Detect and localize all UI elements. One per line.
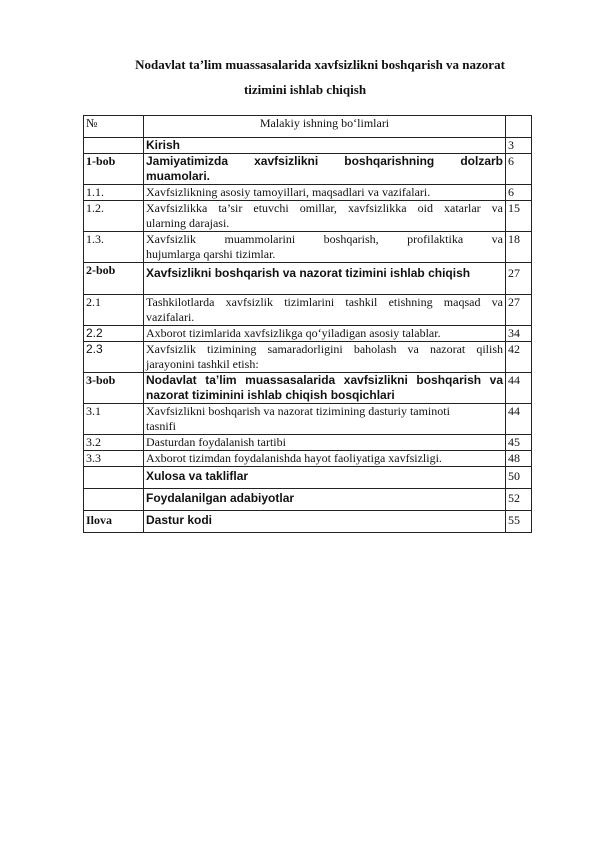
row-title-line-2: hujumlarga qarshi tizimlar.: [146, 247, 276, 261]
table-row: [84, 154, 532, 185]
row-title: Axborot tizimlarida xavfsizlikga qo‘yiladigan asosiy talablar.: [144, 326, 506, 342]
table-row: [84, 138, 532, 154]
row-num: 1-bob: [84, 154, 144, 185]
table-row: [84, 373, 532, 404]
row-page: 6: [506, 154, 532, 185]
title-line-2: tizimini ishlab chiqish: [243, 82, 367, 97]
table-row: [84, 201, 532, 232]
row-title-line-1: Nodavlat ta’lim muassasalarida xavfsizlikni boshqarish va: [146, 373, 503, 387]
row-title: Foydalanilgan adabiyotlar: [144, 489, 506, 511]
row-title: [144, 154, 506, 185]
row-num: 3.2: [84, 435, 144, 451]
row-num: [84, 467, 144, 489]
row-title-line-1: Xavfsizlikka ta’sir etuvchi omillar, xavfsizlikka oid xatarlar va: [146, 201, 503, 215]
header-heading: Malakiy ishning bo‘limlari: [144, 116, 506, 138]
row-page: 55: [506, 511, 532, 533]
row-num: [84, 138, 144, 154]
title-line-1: Nodavlat ta’lim muassasalarida xavfsizlikni boshqarish va nazorat: [135, 57, 505, 72]
table-row: [84, 326, 532, 342]
row-num: 2.3: [84, 342, 144, 373]
row-page: 45: [506, 435, 532, 451]
document-title: [60, 52, 550, 102]
row-page: 50: [506, 467, 532, 489]
row-page: 3: [506, 138, 532, 154]
table-row: [84, 263, 532, 295]
row-title: Kirish: [144, 138, 506, 154]
row-page: 34: [506, 326, 532, 342]
row-title-line-1: Xavfsizlikni boshqarish va nazorat tizimining dasturiy taminoti: [146, 404, 450, 418]
row-page: 44: [506, 373, 532, 404]
row-title-line-2: nazorat tiziminini ishlab chiqish bosqichlari: [146, 388, 395, 402]
row-page: 18: [506, 232, 532, 263]
table-of-contents: [83, 115, 532, 533]
header-num: №: [84, 116, 144, 138]
row-title-line-1: Tashkilotlarda xavfsizlik tizimlarini tashkil etishning maqsad va: [146, 295, 503, 309]
row-num: [84, 489, 144, 511]
header-page: [506, 116, 532, 138]
row-title: Xulosa va takliflar: [144, 467, 506, 489]
row-title-line-2: jarayonini tashkil etish:: [146, 357, 259, 371]
row-title: [144, 232, 506, 263]
row-num: 1.2.: [84, 201, 144, 232]
row-title-line-2: muamolari.: [146, 169, 211, 183]
row-page: 6: [506, 185, 532, 201]
table-row: [84, 295, 532, 326]
table-row: [84, 435, 532, 451]
row-page: 42: [506, 342, 532, 373]
row-title: [144, 295, 506, 326]
table-row: [84, 404, 532, 435]
row-title-line-2: tasnifi: [146, 419, 176, 433]
table-row: [84, 451, 532, 467]
row-page: 27: [506, 263, 532, 295]
table-row: [84, 489, 532, 511]
row-title: Dasturdan foydalanish tartibi: [144, 435, 506, 451]
row-title-line-1: Jamiyatimizda xavfsizlikni boshqarishning dolzarb: [146, 154, 503, 168]
table-row: [84, 342, 532, 373]
row-page: 27: [506, 295, 532, 326]
row-title: Xavfsizlikni boshqarish va nazorat tizimini ishlab chiqish: [144, 263, 506, 295]
row-num: 2-bob: [84, 263, 144, 295]
table-row: [84, 185, 532, 201]
row-title-line-2: ularning darajasi.: [146, 216, 230, 230]
row-title: [144, 373, 506, 404]
table-row: [84, 467, 532, 489]
row-title-line-2: vazifalari.: [146, 310, 195, 324]
row-num: 3-bob: [84, 373, 144, 404]
row-num: 2.2: [84, 326, 144, 342]
row-title: Dastur kodi: [144, 511, 506, 533]
table-row: [84, 511, 532, 533]
row-title-line-1: Xavfsizlik tizimining samaradorligini baholash va nazorat qilish: [146, 342, 503, 356]
row-title: Xavfsizlikning asosiy tamoyillari, maqsadlari va vazifalari.: [144, 185, 506, 201]
row-page: 44: [506, 404, 532, 435]
row-num: 3.1: [84, 404, 144, 435]
row-title: Axborot tizimdan foydalanishda hayot faoliyatiga xavfsizligi.: [144, 451, 506, 467]
row-num: 3.3: [84, 451, 144, 467]
row-num: 1.3.: [84, 232, 144, 263]
table-row: [84, 232, 532, 263]
row-num: Ilova: [84, 511, 144, 533]
row-title: [144, 342, 506, 373]
row-page: 15: [506, 201, 532, 232]
row-page: 48: [506, 451, 532, 467]
toc-header-row: [84, 116, 532, 138]
row-title: [144, 404, 506, 435]
row-title: [144, 201, 506, 232]
row-num: 1.1.: [84, 185, 144, 201]
row-page: 52: [506, 489, 532, 511]
row-num: 2.1: [84, 295, 144, 326]
row-title-line-1: Xavfsizlik muammolarini boshqarish, profilaktika va: [146, 232, 503, 246]
